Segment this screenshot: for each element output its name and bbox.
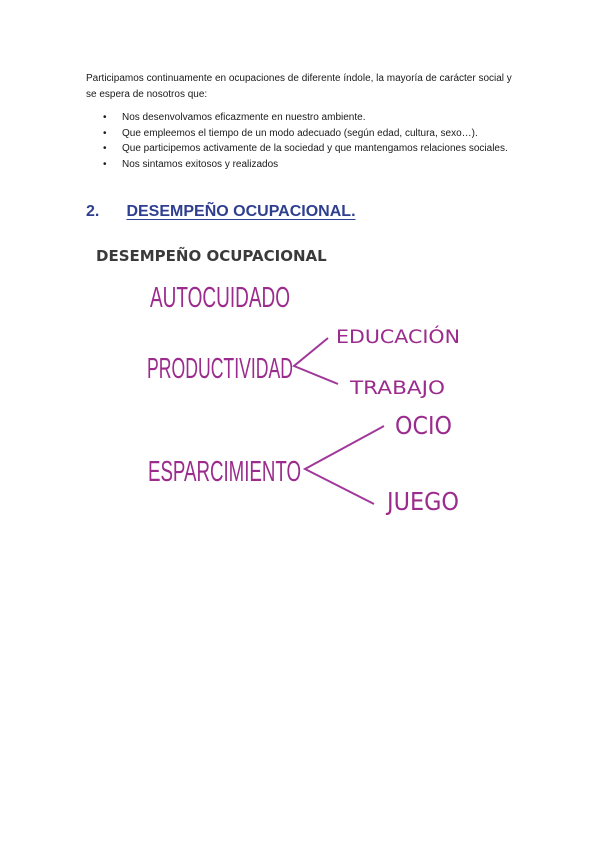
branch-trabajo: TRABAJO bbox=[348, 377, 445, 399]
concept-esparcimiento: ESPARCIMIENTO bbox=[148, 456, 301, 488]
diagram-title: DESEMPEÑO OCUPACIONAL bbox=[96, 247, 327, 265]
bullet-text: Nos desenvolvamos eficazmente en nuestro ambiente. bbox=[122, 112, 366, 123]
bullet-text: Que participemos activamente de la sociedad y que mantengamos relaciones sociales. bbox=[122, 143, 508, 155]
branch-ocio: OCIO bbox=[395, 411, 452, 440]
bullet-icon: • bbox=[103, 112, 107, 123]
branch-educacion: EDUCACIÓN bbox=[336, 326, 451, 348]
intro-paragraph: Participamos continuamente en ocupaciones de diferente índole, la mayoría de carácter social y se espera de nosotros que: bbox=[86, 73, 512, 100]
bullet-icon: • bbox=[103, 158, 107, 170]
bullet-text: Que empleemos el tiempo de un modo adecuado (según edad, cultura, sexo…). bbox=[122, 127, 478, 139]
concept-productividad: PRODUCTIVIDAD bbox=[147, 353, 293, 385]
concept-autocuidado: AUTOCUIDADO bbox=[150, 282, 290, 314]
bullet-icon: • bbox=[103, 127, 107, 139]
section-number: 2. bbox=[86, 203, 100, 220]
productividad-connector bbox=[294, 338, 338, 384]
esparcimiento-connector bbox=[305, 426, 384, 504]
bullet-text: Nos sintamos exitosos y realizados bbox=[122, 158, 279, 170]
bullet-icon: • bbox=[103, 143, 107, 155]
branch-juego: JUEGO bbox=[385, 487, 459, 516]
section-title: DESEMPEÑO OCUPACIONAL. bbox=[126, 203, 356, 220]
